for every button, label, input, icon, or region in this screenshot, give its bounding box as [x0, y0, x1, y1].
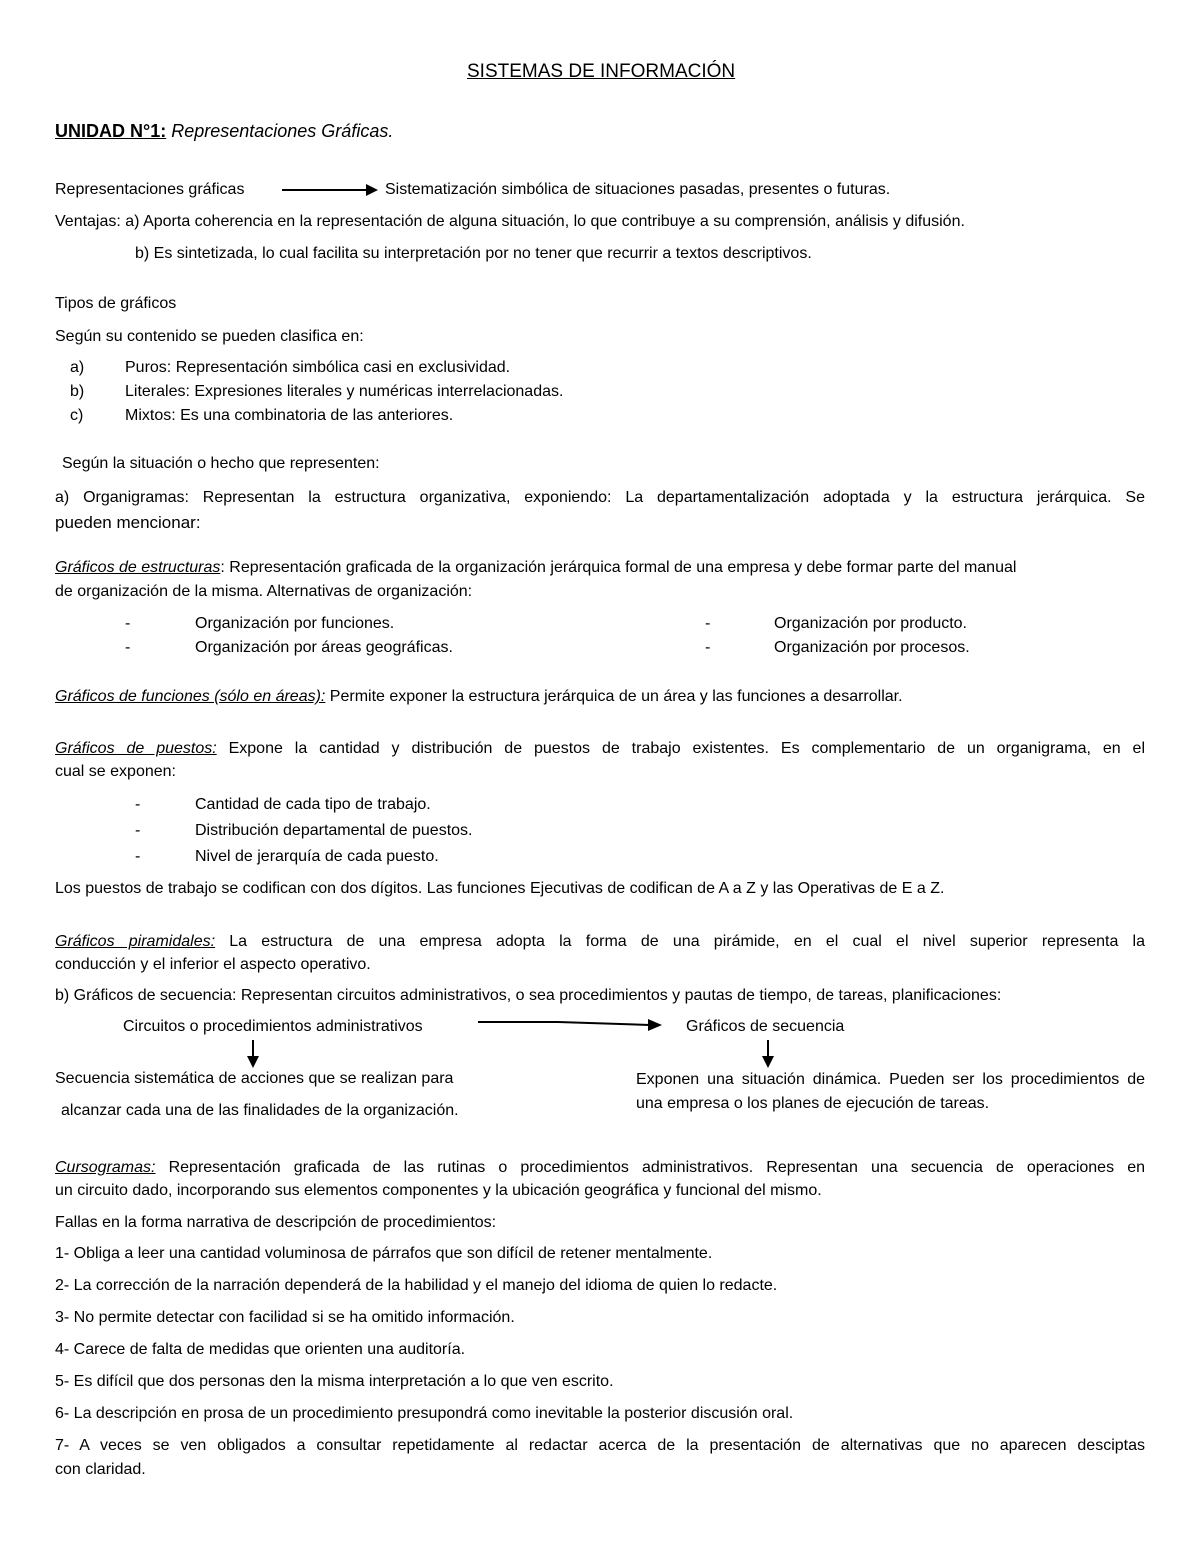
- puesto-item-3: Nivel de jerarquía de cada puesto.: [195, 848, 439, 865]
- piramidales-term: Gráficos piramidales:: [55, 933, 216, 950]
- org-left-2: Organización por áreas geográficas.: [195, 639, 453, 656]
- organigramas-continuation: pueden mencionar:: [55, 513, 201, 532]
- estructuras-line-2: de organización de la misma. Alternativas de organización:: [55, 583, 473, 600]
- org-right-1: Organización por producto.: [774, 615, 967, 632]
- fallas-heading: Fallas en la forma narrativa de descripción de procedimientos:: [55, 1214, 497, 1231]
- cursogramas-text: Representación graficada de las rutinas o procedimientos administrativos. Representan una secuencia de operaciones en: [155, 1159, 1145, 1176]
- secuencia-text: b) Gráficos de secuencia: Representan circuitos administrativos, o sea procedimientos y pautas de tiempo, de tareas, planificaciones:: [55, 987, 1002, 1004]
- piramidales-text: La estructura de una empresa adopta la forma de una pirámide, en el cual el nivel superior representa la: [215, 933, 1146, 950]
- secuencia-left-label: Circuitos o procedimientos administrativos: [123, 1018, 423, 1035]
- org-right-2: Organización por procesos.: [774, 639, 970, 656]
- advantages-label: Ventajas:: [55, 213, 121, 230]
- funciones-line: [55, 687, 903, 707]
- list-dash: -: [125, 639, 131, 656]
- definition-term: Representaciones gráficas: [55, 181, 245, 198]
- piramidales-line-1: [55, 930, 1145, 953]
- funciones-text: Permite exponer la estructura jerárquica de un área y las funciones a desarrollar.: [325, 688, 903, 705]
- estructuras-text: : Representación graficada de la organización jerárquica formal de una empresa y debe formar parte del manual: [220, 559, 1017, 576]
- estructuras-term: Gráficos de estructuras: [55, 559, 221, 576]
- list-dash: -: [125, 615, 131, 632]
- right-arrow-icon: [478, 1018, 662, 1032]
- definition-meaning: Sistematización simbólica de situaciones pasadas, presentes o futuras.: [385, 181, 891, 198]
- down-arrow-icon: [761, 1040, 775, 1068]
- list-dash: -: [135, 796, 141, 813]
- unit-heading: [55, 121, 393, 141]
- types-heading: Tipos de gráficos: [55, 295, 177, 312]
- puesto-item-2: Distribución departamental de puestos.: [195, 822, 473, 839]
- list-dash: -: [135, 848, 141, 865]
- secuencia-right-desc: Exponen una situación dinámica. Pueden ser los procedimientos de una empresa o los planes de ejecución de tareas.: [636, 1071, 1145, 1112]
- secuencia-left-desc-1: Secuencia sistemática de acciones que se realizan para: [55, 1070, 454, 1087]
- advantage-b: b) Es sintetizada, lo cual facilita su interpretación por no tener que recurrir a textos descriptivos.: [135, 245, 812, 262]
- falla-item: 1- Obliga a leer una cantidad voluminosa de párrafos que son difícil de retener mentalmente.: [55, 1245, 713, 1262]
- cursogramas-line-1: [55, 1156, 1145, 1179]
- type-a-text: Puros: Representación simbólica casi en exclusividad.: [125, 359, 511, 376]
- list-dash: -: [135, 822, 141, 839]
- type-c-text: Mixtos: Es una combinatoria de las anteriores.: [125, 407, 454, 424]
- falla-item-7-line-2: con claridad.: [55, 1461, 146, 1478]
- cursogramas-line-2: un circuito dado, incorporando sus elementos componentes y la ubicación geográfica y funcional del mismo.: [55, 1182, 822, 1199]
- advantage-a: a) Aporta coherencia en la representación de alguna situación, lo que contribuye a su comprensión, análisis y difusión.: [125, 213, 965, 230]
- puestos-line-1: [55, 737, 1145, 760]
- puestos-text: Expone la cantidad y distribución de puestos de trabajo existentes. Es complementario de un organigrama, en el: [216, 740, 1145, 757]
- type-a-marker: a): [70, 359, 85, 376]
- funciones-term: Gráficos de funciones (sólo en áreas):: [55, 688, 326, 705]
- puesto-item-1: Cantidad de cada tipo de trabajo.: [195, 796, 431, 813]
- organigramas-text: a) Organigramas: Representan la estructura organizativa, exponiendo: La departamentalización adoptada y la estructura jerárquica. Se: [55, 489, 1145, 506]
- puestos-line-2: cual se exponen:: [55, 763, 176, 780]
- org-left-1: Organización por funciones.: [195, 615, 395, 632]
- puestos-term: Gráficos de puestos:: [55, 740, 217, 757]
- piramidales-line-2: conducción y el inferior el aspecto operativo.: [55, 956, 371, 973]
- list-dash: -: [705, 639, 711, 656]
- type-c-marker: c): [70, 407, 84, 424]
- types-by-content: Según su contenido se pueden clasifica en:: [55, 328, 364, 345]
- down-arrow-icon: [246, 1040, 260, 1068]
- cursogramas-term: Cursogramas:: [55, 1159, 156, 1176]
- puestos-coding: Los puestos de trabajo se codifican con dos dígitos. Las funciones Ejecutivas de codifican de A a Z y las Operativas de E a Z.: [55, 880, 945, 897]
- falla-item: 5- Es difícil que dos personas den la misma interpretación a lo que ven escrito.: [55, 1373, 614, 1390]
- type-b-text: Literales: Expresiones literales y numéricas interrelacionadas.: [125, 383, 564, 400]
- falla-item-7-line-1: 7- A veces se ven obligados a consultar repetidamente al redactar acerca de la presentación de alternativas que no aparecen desciptas: [55, 1437, 1145, 1454]
- falla-item: 4- Carece de falta de medidas que orienten una auditoría.: [55, 1341, 466, 1358]
- type-b-marker: b): [70, 383, 85, 400]
- page-title: SISTEMAS DE INFORMACIÓN: [467, 61, 736, 82]
- secuencia-right-label: Gráficos de secuencia: [686, 1018, 845, 1035]
- falla-item: 2- La corrección de la narración dependerá de la habilidad y el manejo del idioma de quien lo redacte.: [55, 1277, 778, 1294]
- secuencia-left-desc-2: alcanzar cada una de las finalidades de la organización.: [61, 1102, 459, 1119]
- unit-subject: Representaciones Gráficas.: [171, 121, 394, 141]
- types-by-situation: Según la situación o hecho que representen:: [62, 455, 380, 472]
- right-arrow-icon: [282, 183, 378, 197]
- falla-item: 3- No permite detectar con facilidad si se ha omitido información.: [55, 1309, 515, 1326]
- estructuras-line-1: [55, 558, 1016, 578]
- falla-item: 6- La descripción en prosa de un procedimiento presupondrá como inevitable la posterior discusión oral.: [55, 1405, 794, 1422]
- advantages-line-a: [55, 212, 965, 232]
- unit-label: UNIDAD N°1:: [55, 121, 167, 141]
- list-dash: -: [705, 615, 711, 632]
